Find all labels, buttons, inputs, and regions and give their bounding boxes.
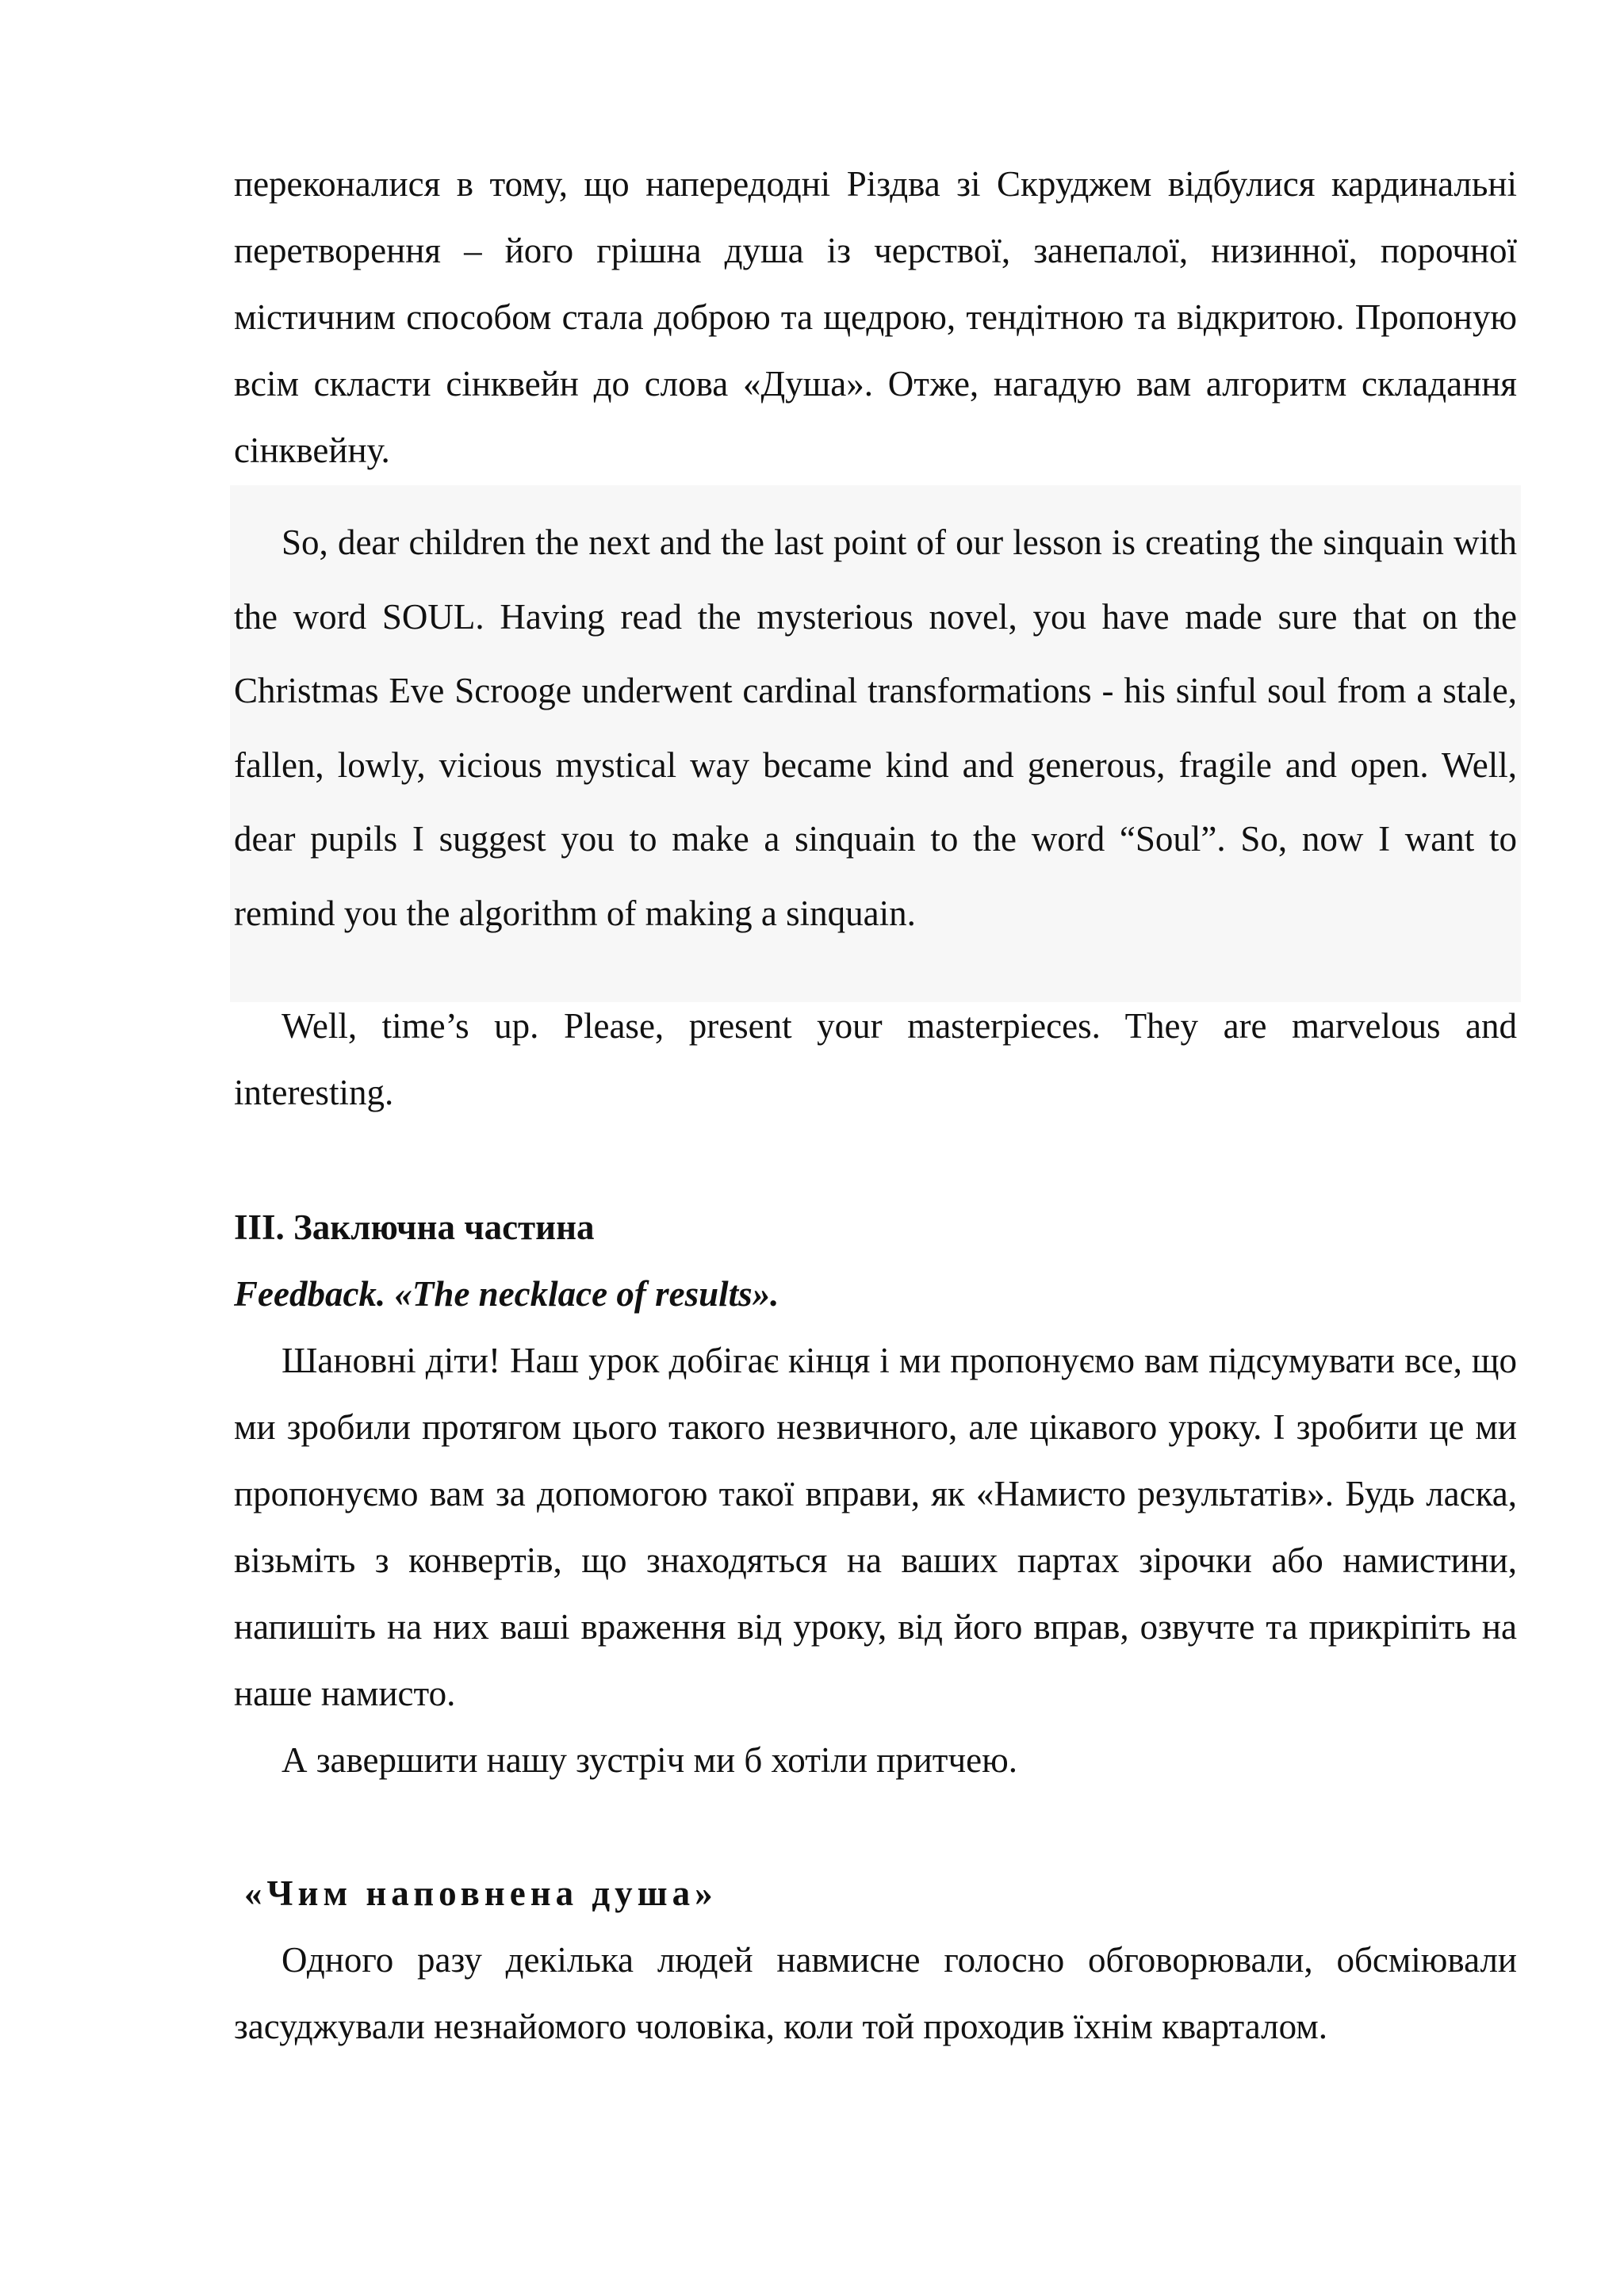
paragraph-parable-start-ua: Одного разу декілька людей навмисне голосно обговорювали, обсміювали засуджували незнайомого чоловіка, коли той проходив їхнім кварталом. — [234, 1940, 1517, 2046]
paragraph-sinquain-instruction-ua: переконалися в тому, що напередодні Різдва зі Скруджем відбулися кардинальні перетворення – його грішна душа із черствої, занепалої, низинної, порочної містичним способом стала доброю та щедрою, тендітною та відкритою. Пропоную всім скласти сінквейн до слова «Душа». Отже, нагадую вам алгоритм складання сінквейну. — [234, 164, 1517, 470]
subheading-feedback: Feedback. «The necklace of results». — [234, 1274, 779, 1314]
section-heading-conclusion: ІІІ. Заключна частина — [234, 1207, 595, 1247]
paragraph-time-up-en: Well, time’s up. Please, present your masterpieces. They are marvelous and interesting. — [234, 1006, 1517, 1112]
parable-title: «Чим наповнена душа» — [244, 1873, 718, 1913]
paragraph-sinquain-instruction-en: So, dear children the next and the last point of our lesson is creating the sinquain with the word SOUL. Having read the mysterious novel, you have made sure that on the Christmas Eve Scrooge underwent cardinal transformations - his sinful soul from a stale, fallen, lowly, vicious mystical way became kind and generous, fragile and open. Well, dear pupils I suggest you to make a sinquain to the word “Soul”. So, now I want to remind you the algorithm of making a sinquain. — [234, 522, 1517, 933]
paragraph-parable-intro-ua: А завершити нашу зустріч ми б хотіли притчею. — [282, 1740, 1017, 1780]
paragraph-necklace-of-results-ua: Шановні діти! Наш урок добігає кінця і ми пропонуємо вам підсумувати все, що ми зробили протягом цього такого незвичного, але цікавого уроку. І зробити це ми пропонуємо вам за допомогою такої вправи, як «Намисто результатів». Будь ласка, візьміть з конвертів, що знаходяться на ваших партах зірочки або намистини, напишіть на них ваші враження від уроку, від його вправ, озвучте та прикріпіть на наше намисто. — [234, 1341, 1517, 1713]
